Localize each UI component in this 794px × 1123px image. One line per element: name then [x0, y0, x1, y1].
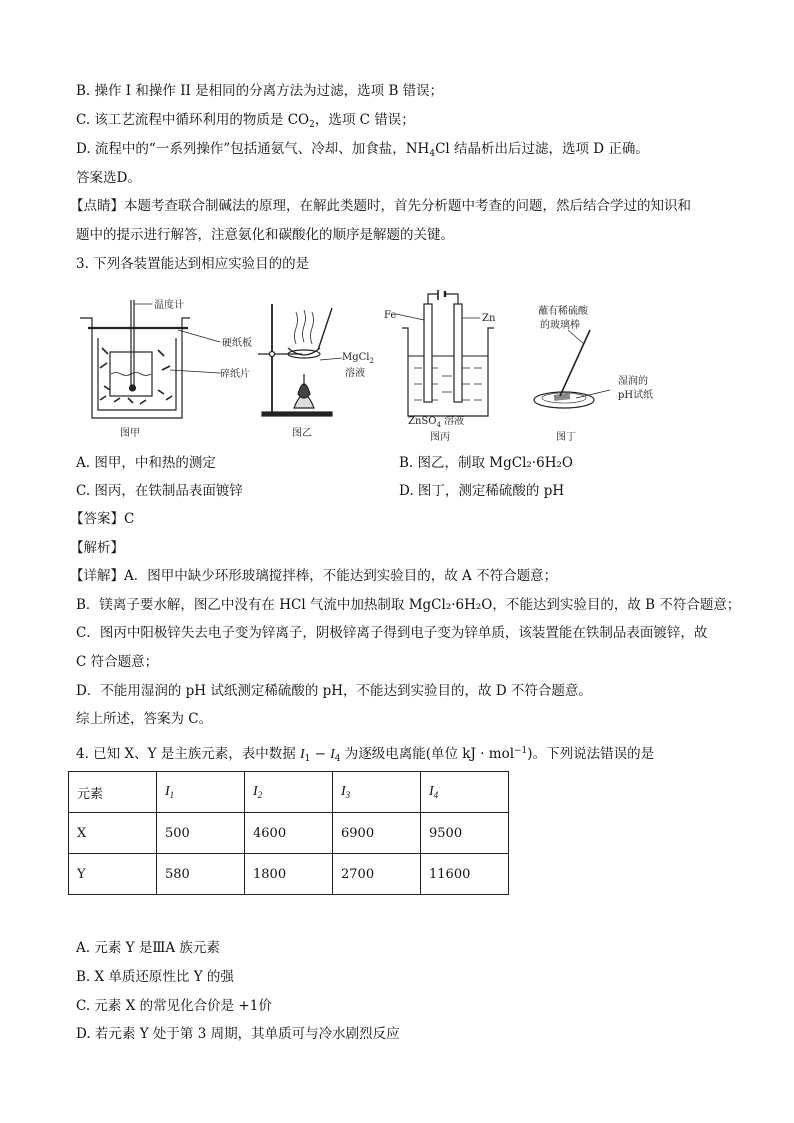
solution-label: 溶液 — [345, 368, 365, 379]
comment-line-2: 题中的提示进行解答，注意氨化和碳酸化的顺序是解题的关键。 — [76, 227, 454, 243]
table-cell: 580 — [157, 854, 245, 895]
q3-analysis-heading: 【解析】 — [70, 540, 124, 556]
table-row — [69, 813, 509, 854]
table-header-row — [69, 772, 509, 813]
q3-answer: 【答案】C — [70, 511, 135, 527]
q3-option-d: D. 图丁，测定稀硫酸的 pH — [399, 483, 565, 499]
figure-d-caption: 图丁 — [556, 432, 576, 443]
text-line-2: C. 该工艺流程中循环利用的物质是 $CO_2$，选项 C 错误； — [76, 112, 415, 130]
q3-detail-1: 【详解】A．图甲中缺少环形玻璃搅拌棒，不能达到实验目的，故 A 不符合题意； — [70, 568, 558, 584]
fe-label: Fe — [384, 310, 397, 321]
q3-detail-3: C．图丙中阳极锌失去电子变为锌离子，阴极锌离子得到电子变为锌单质，该装置能在铁制品表面镀锌，故 — [76, 625, 708, 641]
table-cell: X — [69, 813, 157, 854]
mgcl2-label: MgCl$_2$ — [342, 352, 374, 365]
dip-rod-label-1: 蘸有稀硫酸 — [538, 306, 588, 317]
figure-a-caption: 图甲 — [120, 428, 140, 439]
ph-paper-label-1: 湿润的 — [618, 376, 648, 387]
table-header-cell: $I_3$ — [333, 772, 421, 813]
q3-option-b: B. 图乙，制取 MgCl₂·6H₂O — [399, 455, 573, 471]
q4-option-b: B. X 单质还原性比 Y 的强 — [76, 969, 234, 985]
apparatus-figure — [70, 290, 690, 448]
q3-detail-4: C 符合题意； — [76, 654, 159, 670]
cardboard-label: 硬纸板 — [222, 338, 252, 349]
answer-line: 答案选D。 — [76, 170, 141, 186]
ph-paper-label-2: pH试纸 — [618, 390, 654, 401]
table-header-cell: $I_4$ — [421, 772, 509, 813]
q3-detail-5: D．不能用湿润的 pH 试纸测定稀硫酸的 pH，不能达到实验目的，故 D 不符合题意。 — [76, 683, 592, 699]
table-row — [69, 854, 509, 895]
znso4-label: ZnSO$_4$ 溶液 — [408, 416, 465, 429]
table-header-cell: $I_1$ — [157, 772, 245, 813]
zn-label: Zn — [482, 313, 496, 324]
q4-option-c: C. 元素 X 的常见化合价是 +1价 — [76, 998, 272, 1014]
text-line-3: D. 流程中的“一系列操作”包括通氨气、冷却、加食盐，$NH_4Cl$ 结晶析出后过滤，选项 D 正确。 — [76, 141, 649, 159]
figure-c-caption: 图丙 — [430, 432, 450, 443]
table-header-cell: 元素 — [69, 772, 157, 813]
table-cell: 4600 — [245, 813, 333, 854]
q4-option-d: D. 若元素 Y 处于第 3 周期，其单质可与冷水剧烈反应 — [76, 1026, 400, 1042]
table-cell: 500 — [157, 813, 245, 854]
figure-a-calorimeter — [80, 300, 220, 418]
figure-d-ph-test — [534, 330, 610, 408]
ionization-energy-table — [68, 771, 509, 895]
thermometer-label: 温度计 — [154, 300, 184, 311]
q3-detail-2: B．镁离子要水解，图乙中没有在 HCl 气流中加热制取 MgCl₂·6H₂O，不能达到实验目的，故 B 不符合题意； — [76, 597, 741, 613]
table-cell: 9500 — [421, 813, 509, 854]
table-cell: 2700 — [333, 854, 421, 895]
figure-b-caption: 图乙 — [292, 428, 312, 439]
comment-line-1: 【点睛】本题考查联合制碱法的原理，在解此类题时，首先分析题中考查的问题，然后结合学过的知识和 — [70, 198, 691, 214]
table-cell: 11600 — [421, 854, 509, 895]
q3-option-a: A. 图甲，中和热的测定 — [76, 455, 216, 471]
question-4-stem: 4. 已知 X、Y 是主族元素，表中数据 $I_1 - I_4$ 为逐级电离能(单位 kJ · mol$^{-1}$)。下列说法错误的是 — [76, 746, 655, 764]
table-header-cell: $I_2$ — [245, 772, 333, 813]
table-cell: Y — [69, 854, 157, 895]
dip-rod-label-2: 的玻璃棒 — [540, 320, 580, 331]
q3-option-c: C. 图丙，在铁制品表面镀锌 — [76, 483, 243, 499]
q3-conclusion: 综上所述，答案为 C。 — [76, 711, 213, 727]
q4-option-a: A. 元素 Y 是ⅢA 族元素 — [76, 940, 220, 956]
figure-c-electroplating — [396, 290, 494, 416]
question-3-stem: 3. 下列各装置能达到相应实验目的的是 — [76, 256, 310, 272]
text-line-1: B. 操作 I 和操作 II 是相同的分离方法为过滤，选项 B 错误； — [76, 83, 444, 99]
table-cell: 1800 — [245, 854, 333, 895]
figure-b-evaporation — [258, 304, 342, 416]
paper-bits-label: 碎纸片 — [220, 369, 250, 380]
table-cell: 6900 — [333, 813, 421, 854]
